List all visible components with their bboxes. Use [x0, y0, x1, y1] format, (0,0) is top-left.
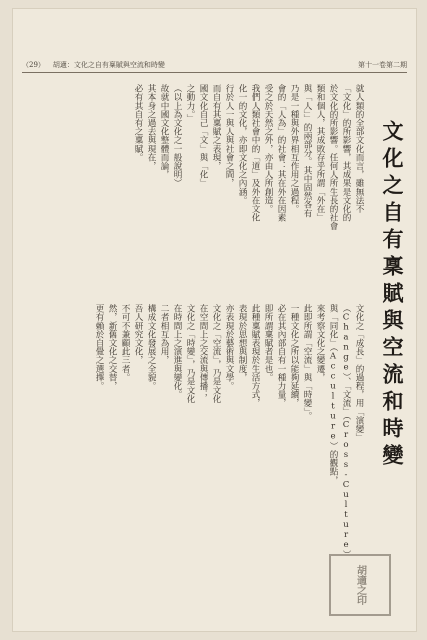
body-column: 表現於思想與制度， — [237, 304, 247, 382]
body-column: 不可不兼顧此三者。 — [120, 304, 130, 382]
issue-label: 第十一卷第二期 — [358, 61, 407, 69]
body-column: 與「人」」的兩部分。其中固然各有 — [302, 84, 312, 218]
body-bottom-block — [94, 304, 365, 610]
body-column: 化一的文化，亦即文化之內涵。 — [237, 84, 247, 205]
page — [12, 8, 417, 632]
body-column: 必在其內部自有一種力量， — [276, 304, 286, 408]
body-column: 更有賴於自覺之選擇。 — [94, 304, 104, 390]
body-column: 於文化的所影響。任何人所生長的社會 — [328, 84, 338, 231]
body-column: 此種稟賦表現於生活方式， — [250, 304, 260, 408]
body-column: 構成文化發展之全貌。 — [146, 304, 156, 390]
body-column: 與「同化」（Acculture）的觀點， — [328, 304, 338, 485]
body-column: 我們人類社會中的「道」及外在文化 — [250, 84, 260, 222]
article-title: 文化之自有稟賦與空流和時變 — [380, 120, 404, 471]
body-column: 行於人一與人與社會之間， — [224, 84, 234, 188]
body-column: 在空間上之交流與傳播； — [198, 304, 208, 399]
body-column: （以上為文化之一般說明） — [172, 84, 182, 188]
body-column: 會的「人為」的社會：其在外在因素 — [276, 84, 286, 222]
seal-stamp: 胡適之印 — [329, 554, 391, 616]
body-column: 故就中國文化整體而論， — [159, 84, 169, 179]
page-number: （29） — [22, 61, 45, 69]
body-column: 亦表現於藝術與文學。 — [224, 304, 234, 390]
body-column: 然，新舊文化之交替， — [107, 304, 117, 390]
body-column: 而自有其稟賦之表現， — [211, 84, 221, 170]
body-column: 受之於天然之外，亦由人所創造。 — [263, 84, 273, 213]
body-column: 文化之「時變」，乃是文化 — [185, 304, 195, 403]
body-column: （Change）、「文流」（Cross-Culture） — [341, 304, 351, 559]
body-column: 一種文化之所以能夠延續， — [289, 304, 299, 408]
body-column: 乃是一種與外界相互作用之過程。 — [289, 84, 299, 213]
header-left — [22, 58, 165, 72]
body-column: 吾人研究文化， — [133, 304, 143, 365]
body-column: 二者相互為用， — [159, 304, 169, 365]
body-column: 之動力。」 — [185, 84, 195, 123]
body-column: 就人類的全部文化而言，雖無法不 — [354, 84, 364, 213]
body-column: 即所謂稟賦者是也。 — [263, 304, 273, 382]
body-column: 此即所謂「空流」與「時變」。 — [302, 304, 312, 421]
running-title: 胡適：文化之自有稟賦與空流和時變 — [52, 61, 165, 69]
body-column: 必有其自有之稟賦。 — [133, 84, 143, 162]
body-column: 在時間上之演進與變化。 — [172, 304, 182, 399]
body-column: 其本身之過去與現在， — [146, 84, 156, 170]
body-column: 來考察文化之變遷， — [315, 304, 325, 382]
body-column: 文化之「成長」的過程，用「演變」 — [354, 304, 364, 442]
body-column: 類和個人，其成敗存乎所謂「外在」 — [315, 84, 325, 222]
body-column: 「文化」的所影響，其成果是文化的 — [341, 84, 351, 222]
body-top-block — [107, 84, 365, 280]
body-column: 文化之「空流」，乃是文化 — [211, 304, 221, 403]
body-column: 國文化自己「文」與「化」 — [198, 84, 208, 188]
page-header — [22, 58, 407, 73]
